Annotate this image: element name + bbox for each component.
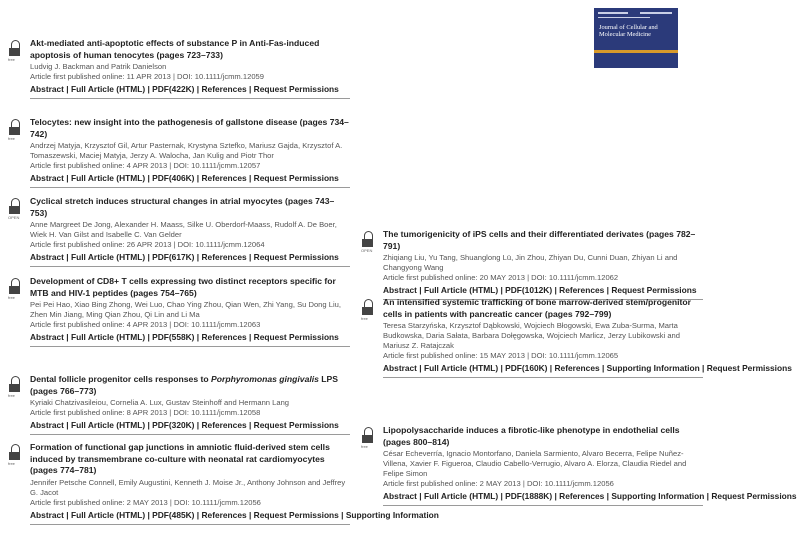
- link-separator: |: [63, 509, 71, 520]
- link-separator: |: [552, 285, 560, 295]
- link-separator: |: [63, 173, 71, 183]
- link-separator: |: [194, 252, 202, 262]
- link-separator: |: [599, 363, 607, 373]
- article-title-link[interactable]: Akt-mediated anti-apoptotic effects of substance P in Anti-Fas-induced apoptosis of human tenocytes (pages 723–733): [30, 38, 320, 60]
- article-link-pdf-160k[interactable]: PDF(160K): [505, 363, 548, 373]
- article-links-row: [383, 285, 703, 296]
- article-link-pdf-1888k[interactable]: PDF(1888K): [505, 491, 553, 501]
- article-link-full-article-html[interactable]: Full Article (HTML): [70, 173, 146, 183]
- link-separator: |: [416, 363, 424, 373]
- article-link-full-article-html[interactable]: Full Article (HTML): [70, 84, 146, 94]
- link-separator: |: [246, 420, 254, 430]
- link-separator: |: [194, 509, 202, 520]
- article-link-abstract[interactable]: Abstract: [30, 252, 64, 262]
- article-link-abstract[interactable]: Abstract: [30, 84, 64, 94]
- article-link-abstract[interactable]: Abstract: [383, 491, 417, 501]
- entry-divider: [30, 434, 350, 435]
- article-link-request-permissions[interactable]: Request Permissions: [253, 84, 339, 94]
- article-publication-info: Article first published online: 2 MAY 2013 | DOI: 10.1111/jcmm.12056: [30, 497, 261, 507]
- article-entry: [8, 442, 439, 525]
- open-access-lock-icon: [361, 231, 377, 253]
- lock-label: OPEN: [8, 215, 20, 220]
- lock-label: free: [361, 316, 368, 321]
- article-link-references[interactable]: References: [201, 420, 247, 430]
- link-separator: |: [704, 491, 712, 501]
- article-authors: Anne Margreet De Jong, Alexander H. Maass, Silke U. Oberdorf-Maass, Rudolf A. De Boer, Wiek H. Van Gilst and Isabelle C. Van Gelder: [30, 220, 337, 239]
- link-separator: |: [246, 509, 254, 520]
- journal-cover-image: [594, 8, 678, 68]
- article-publication-info: Article first published online: 2 MAY 2013 | DOI: 10.1111/jcmm.12056: [383, 479, 614, 488]
- article-authors: Jennifer Petsche Connell, Emily Augustini, Kenneth J. Moise Jr., Anthony Johnson and Jeffrey G. Jacot: [30, 477, 346, 497]
- article-link-pdf-617k[interactable]: PDF(617K): [152, 252, 195, 262]
- article-link-abstract[interactable]: Abstract: [383, 285, 417, 295]
- article-entry: [8, 374, 350, 435]
- lock-label: free: [8, 461, 15, 466]
- article-entry: [8, 38, 350, 99]
- article-publication-info: Article first published online: 26 APR 2013 | DOI: 10.1111/jcmm.12064: [30, 240, 265, 249]
- article-link-request-permissions[interactable]: Request Permissions: [253, 252, 339, 262]
- article-title-species: Porphyromonas gingivalis: [211, 374, 319, 384]
- lock-label: free: [361, 444, 368, 449]
- article-link-abstract[interactable]: Abstract: [30, 509, 64, 520]
- lock-label: free: [8, 136, 15, 141]
- entry-divider: [30, 187, 350, 188]
- article-link-pdf-320k[interactable]: PDF(320K): [152, 420, 195, 430]
- entry-divider: [30, 98, 350, 99]
- link-separator: |: [604, 285, 612, 295]
- article-links-row: [30, 84, 350, 95]
- article-authors: Kyriaki Chatzivasileiou, Cornelia A. Lux, Gustav Steinhoff and Hermann Lang: [30, 398, 290, 407]
- link-separator: |: [63, 420, 71, 430]
- article-link-pdf-406k[interactable]: PDF(406K): [152, 173, 195, 183]
- article-publication-info: Article first published online: 20 MAY 2013 | DOI: 10.1111/jcmm.12062: [383, 273, 619, 282]
- link-separator: |: [63, 252, 71, 262]
- lock-label: free: [8, 295, 15, 300]
- article-link-request-permissions[interactable]: Request Permissions: [253, 173, 339, 183]
- entry-divider: [383, 505, 703, 506]
- article-entry: [361, 425, 797, 506]
- article-title-link[interactable]: [30, 374, 350, 397]
- article-link-references[interactable]: References: [554, 363, 600, 373]
- article-link-full-article-html[interactable]: Full Article (HTML): [70, 420, 146, 430]
- cover-journal-title: Journal of Cellular and Molecular Medicine: [599, 24, 658, 38]
- lock-label: free: [8, 57, 15, 62]
- article-entry: [8, 117, 350, 188]
- article-links-row: [30, 509, 439, 521]
- entry-divider: [383, 377, 703, 378]
- open-access-lock-icon: [8, 444, 24, 466]
- article-entry: [361, 229, 703, 300]
- lock-label: OPEN: [361, 248, 373, 253]
- article-link-references[interactable]: References: [201, 173, 247, 183]
- entry-divider: [30, 346, 350, 347]
- article-entry: [8, 276, 350, 347]
- article-link-request-permissions[interactable]: Request Permissions: [253, 509, 339, 520]
- article-link-supporting-information[interactable]: Supporting Information: [611, 491, 705, 501]
- article-link-abstract[interactable]: Abstract: [30, 420, 64, 430]
- link-separator: |: [63, 84, 71, 94]
- article-link-pdf-1012k[interactable]: PDF(1012K): [505, 285, 553, 295]
- article-link-request-permissions[interactable]: Request Permissions: [706, 363, 792, 373]
- link-separator: |: [338, 509, 346, 520]
- open-access-lock-icon: [8, 376, 24, 398]
- article-link-references[interactable]: References: [201, 509, 247, 520]
- link-separator: |: [145, 252, 153, 262]
- open-access-lock-icon: [8, 119, 24, 141]
- cover-header-line: [598, 12, 628, 14]
- link-separator: |: [498, 363, 506, 373]
- article-link-full-article-html[interactable]: Full Article (HTML): [70, 509, 146, 520]
- article-link-request-permissions[interactable]: Request Permissions: [611, 285, 697, 295]
- article-link-pdf-485k[interactable]: PDF(485K): [152, 509, 195, 520]
- article-link-references[interactable]: References: [559, 285, 605, 295]
- article-title-link[interactable]: Telocytes: new insight into the pathogenesis of gallstone disease (pages 734–742): [30, 117, 349, 139]
- article-links-row: [383, 491, 797, 502]
- entry-divider: [30, 266, 350, 267]
- article-links-row: [30, 332, 350, 343]
- article-link-full-article-html[interactable]: Full Article (HTML): [423, 363, 499, 373]
- article-entry: [361, 297, 792, 378]
- article-link-references[interactable]: References: [201, 332, 247, 342]
- link-separator: |: [246, 173, 254, 183]
- article-title-text: Dental follicle progenitor cells responses to: [30, 374, 211, 384]
- open-access-lock-icon: [8, 40, 24, 62]
- article-links-row: [383, 363, 792, 374]
- link-separator: |: [194, 332, 202, 342]
- open-access-lock-icon: [361, 427, 377, 449]
- link-separator: |: [194, 173, 202, 183]
- link-separator: |: [63, 332, 71, 342]
- link-separator: |: [194, 84, 202, 94]
- link-separator: |: [604, 491, 612, 501]
- article-link-supporting-information[interactable]: Supporting Information: [606, 363, 700, 373]
- article-title-link[interactable]: Cyclical stretch induces structural changes in atrial myocytes (pages 743–753): [30, 196, 335, 218]
- article-title-link[interactable]: The tumorigenicity of iPS cells and their differentiated derivates (pages 782–791): [383, 229, 696, 251]
- article-link-full-article-html[interactable]: Full Article (HTML): [70, 332, 146, 342]
- article-authors: César Echeverría, Ignacio Montorfano, Daniela Sarmiento, Alvaro Becerra, Felipe Nuñez-Villena, Xavier F. Figueroa, Claudio Cabello-Verrugio, Alvaro A. Elorza, Claudia Riedel and Felipe Simon: [383, 449, 687, 478]
- article-link-request-permissions[interactable]: Request Permissions: [711, 491, 797, 501]
- link-separator: |: [498, 491, 506, 501]
- article-authors: Pei Pei Hao, Xiao Bing Zhong, Wei Luo, Chao Ying Zhou, Qian Wen, Zhi Yang, Su Dong Liu, Zhen Min Jiang, Ming Qian Zhou, Qi Lin and Li Ma: [30, 300, 341, 319]
- article-link-references[interactable]: References: [201, 84, 247, 94]
- article-link-abstract[interactable]: Abstract: [383, 363, 417, 373]
- lock-label: free: [8, 393, 15, 398]
- article-publication-info: Article first published online: 4 APR 2013 | DOI: 10.1111/jcmm.12057: [30, 161, 261, 170]
- link-separator: |: [194, 420, 202, 430]
- link-separator: |: [246, 332, 254, 342]
- article-authors: Ludvig J. Backman and Patrik Danielson: [30, 62, 167, 71]
- article-title-link[interactable]: Development of CD8+ T cells expressing two distinct receptors specific for MTB and HIV-1 peptides (pages 754–765): [30, 276, 336, 298]
- cover-strip: [594, 50, 678, 53]
- article-links-row: [30, 173, 350, 184]
- link-separator: |: [145, 509, 153, 520]
- article-link-references[interactable]: References: [201, 252, 247, 262]
- link-separator: |: [246, 252, 254, 262]
- open-access-lock-icon: [361, 299, 377, 321]
- link-separator: |: [416, 285, 424, 295]
- article-links-row: [30, 252, 350, 263]
- article-publication-info: Article first published online: 4 APR 2013 | DOI: 10.1111/jcmm.12063: [30, 320, 261, 329]
- article-link-abstract[interactable]: Abstract: [30, 173, 64, 183]
- article-links-row: [30, 420, 350, 431]
- article-link-supporting-information[interactable]: Supporting Information: [345, 509, 439, 520]
- link-separator: |: [498, 285, 506, 295]
- article-link-references[interactable]: References: [559, 491, 605, 501]
- link-separator: |: [145, 84, 153, 94]
- link-separator: |: [416, 491, 424, 501]
- link-separator: |: [145, 173, 153, 183]
- article-title-link[interactable]: An intensified systemic trafficking of bone marrow-derived stem/progenitor cells in patients with pancreatic cancer (pages 792–799): [383, 297, 691, 319]
- open-access-lock-icon: [8, 278, 24, 300]
- article-authors: Andrzej Matyja, Krzysztof Gil, Artur Pasternak, Krystyna Sztefko, Mariusz Gajda, Krzysztof A. Tomaszewski, Maciej Matyja, Jerzy A. Walocha, Jan Kulig and Piotr Thor: [30, 141, 343, 160]
- article-publication-info: Article first published online: 8 APR 2013 | DOI: 10.1111/jcmm.12058: [30, 408, 261, 417]
- article-link-full-article-html[interactable]: Full Article (HTML): [423, 491, 499, 501]
- article-authors: Zhiqiang Liu, Yu Tang, Shuanglong Lü, Jin Zhou, Zhiyan Du, Cunni Duan, Zhiyan Li and Changyong Wang: [383, 253, 678, 272]
- article-publication-info: Article first published online: 15 MAY 2013 | DOI: 10.1111/jcmm.12065: [383, 351, 619, 360]
- link-separator: |: [699, 363, 707, 373]
- article-title-link[interactable]: Formation of functional gap junctions in amniotic fluid-derived stem cells induced by transmembrane co-culture with neonatal rat cardiomyocytes (pages 774–781): [30, 442, 330, 475]
- cover-header-line: [640, 12, 672, 14]
- entry-divider: [30, 524, 350, 525]
- link-separator: |: [552, 491, 560, 501]
- link-separator: |: [246, 84, 254, 94]
- article-entry: [8, 196, 350, 267]
- article-publication-info: Article first published online: 11 APR 2013 | DOI: 10.1111/jcmm.12059: [30, 72, 264, 81]
- article-link-pdf-422k[interactable]: PDF(422K): [152, 84, 195, 94]
- open-access-lock-icon: [8, 198, 24, 220]
- link-separator: |: [145, 420, 153, 430]
- article-title-link[interactable]: Lipopolysaccharide induces a fibrotic-like phenotype in endothelial cells (pages 800–814): [383, 425, 680, 447]
- article-title-text: LPS (pages 766–773): [30, 374, 339, 396]
- article-link-abstract[interactable]: Abstract: [30, 332, 64, 342]
- cover-header-line: [598, 17, 650, 18]
- article-link-request-permissions[interactable]: Request Permissions: [253, 420, 339, 430]
- article-link-pdf-558k[interactable]: PDF(558K): [152, 332, 195, 342]
- article-link-full-article-html[interactable]: Full Article (HTML): [70, 252, 146, 262]
- link-separator: |: [547, 363, 555, 373]
- article-link-request-permissions[interactable]: Request Permissions: [253, 332, 339, 342]
- article-authors: Teresa Starzyńska, Krzysztof Dąbkowski, Wojciech Błogowski, Ewa Zuba-Surma, Marta Budkowska, Daria Sałata, Barbara Dołęgowska, Wojciech Marlicz, Jerzy Lubikowski and Mariusz Z. Ratajczak: [383, 321, 680, 350]
- link-separator: |: [145, 332, 153, 342]
- article-link-full-article-html[interactable]: Full Article (HTML): [423, 285, 499, 295]
